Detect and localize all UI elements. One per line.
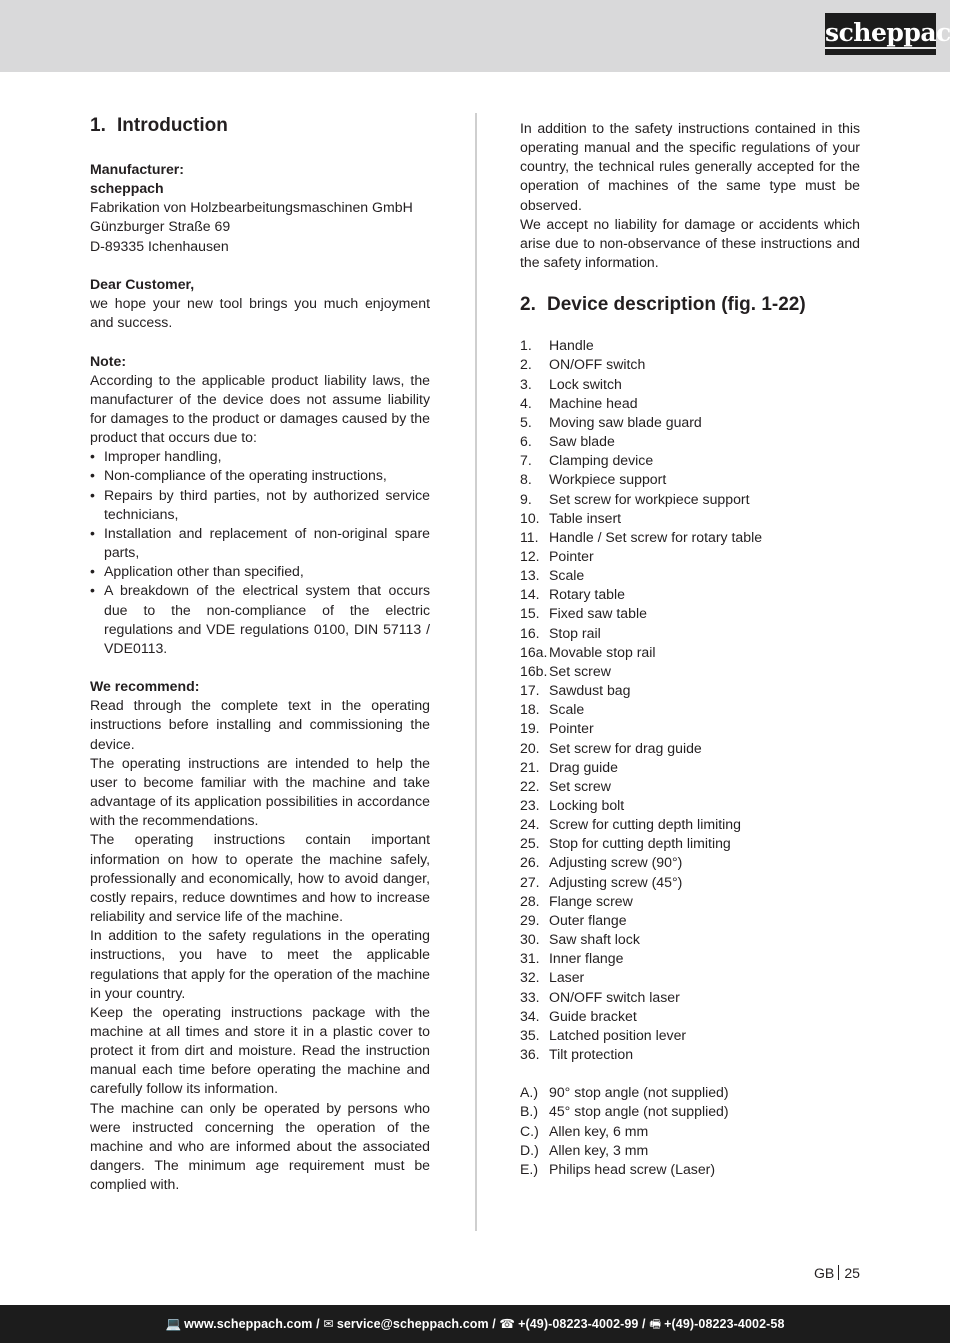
list-item (520, 375, 860, 394)
list-item (520, 815, 860, 834)
list-item (520, 949, 860, 968)
note-text: According to the applicable product liability laws, the manufacturer of the device does not assume liability for damages to the product or damages caused by the product that occurs due to: (90, 371, 430, 446)
footer-contact-bar: 💻 www.scheppach.com / ✉ service@scheppach.com / ☎ +(49)-08223-4002-99 / 🖷 +(49)-08223-4002-58 (0, 1305, 950, 1343)
item-label: ON/OFF switch laser (549, 988, 680, 1005)
item-label: Set screw for workpiece support (549, 490, 750, 507)
list-item (520, 834, 860, 853)
list-item (520, 930, 860, 949)
list-item: • Installation and replacement of non-original spare parts, (90, 524, 430, 561)
item-label: Lock switch (549, 375, 622, 392)
item-label: Guide bracket (549, 1007, 637, 1024)
item-number: 28. (520, 892, 540, 909)
list-item (520, 394, 860, 413)
item-label: Sawdust bag (549, 682, 631, 699)
footer-email[interactable]: service@scheppach.com (336, 1317, 489, 1331)
footer-phone: +(49)-08223-4002-99 (518, 1317, 639, 1331)
item-number: 12. (520, 547, 540, 564)
list-item: • A breakdown of the electrical system that occurs due to the non-compliance of the electric regulations and VDE regulations 0100, DIN 57113 / VDE0113. (90, 582, 430, 656)
item-number: 8. (520, 471, 532, 488)
list-item (520, 758, 860, 777)
right-column (520, 119, 860, 1179)
item-number: 23. (520, 797, 540, 813)
phone-icon: ☎ (499, 1317, 516, 1331)
item-label: ON/OFF switch (549, 356, 646, 373)
section-title: Introduction (117, 115, 228, 136)
item-number: 2. (520, 356, 532, 373)
list-item (520, 1083, 860, 1102)
list-item (520, 662, 860, 681)
list-item (520, 911, 860, 930)
item-label: Set screw for drag guide (549, 739, 702, 756)
item-label: Moving saw blade guard (549, 413, 702, 430)
list-item (520, 1007, 860, 1026)
list-item (520, 700, 860, 719)
list-item (520, 470, 860, 489)
list-item (520, 853, 860, 872)
list-item (520, 739, 860, 758)
list-item (520, 432, 860, 451)
list-item (520, 336, 860, 355)
parts-list (520, 336, 860, 1064)
item-number: 7. (520, 452, 532, 469)
list-item (520, 451, 860, 470)
list-item (520, 777, 860, 796)
item-number: 20. (520, 739, 540, 756)
item-number: 10. (520, 509, 540, 526)
list-item (520, 509, 860, 528)
recommend-label: We recommend: (90, 678, 200, 695)
item-number: 19. (520, 720, 540, 737)
item-label: Pointer (549, 547, 594, 564)
manufacturer-city: D-89335 Ichenhausen (90, 237, 229, 254)
mail-icon: ✉ (323, 1317, 334, 1331)
item-number: 27. (520, 873, 540, 890)
item-number: C.) (520, 1122, 539, 1139)
item-label: Laser (549, 969, 585, 986)
item-number: D.) (520, 1141, 539, 1158)
section-heading-introduction (90, 113, 430, 139)
item-label: 90° stop angle (not supplied) (549, 1084, 729, 1101)
recommend-paragraph: Read through the complete text in the operating instructions before installing and commissioning the device. (90, 697, 430, 752)
item-number: 29. (520, 911, 540, 928)
recommend-paragraph: Keep the operating instructions package with the machine at all times and store it in a plastic cover to protect it from dirt and moisture. Read the instruction manual each time before operating the machine and carefully follow its information. (90, 1003, 430, 1097)
dear-customer-label: Dear Customer, (90, 275, 195, 292)
item-label: 45° stop angle (not supplied) (549, 1103, 729, 1120)
item-number: 18. (520, 701, 540, 718)
item-number: 31. (520, 950, 540, 967)
list-item: • Repairs by third parties, not by authorized service technicians, (90, 486, 430, 522)
item-label: Machine head (549, 394, 638, 411)
dear-customer-text: we hope your new tool brings you much enjoyment and success. (90, 295, 430, 331)
item-number: 1. (520, 337, 532, 354)
manufacturer-company: Fabrikation von Holzbearbeitungsmaschinen GmbH (90, 199, 413, 216)
list-item (520, 643, 860, 662)
list-item (520, 719, 860, 738)
list-item (520, 585, 860, 604)
item-label: Scale (549, 567, 585, 584)
accessory-list (520, 1083, 860, 1179)
recommend-paragraph: The operating instructions are intended to help the user to become familiar with the machine and take advantage of its application possibilities in accordance with the recommendations. (90, 754, 430, 829)
item-number: 3. (520, 375, 532, 392)
item-number: 16. (520, 624, 540, 641)
list-item (520, 528, 860, 547)
manufacturer-label: Manufacturer: (90, 161, 184, 177)
item-number: 21. (520, 758, 540, 775)
list-item (520, 1141, 860, 1160)
list-item (520, 566, 860, 585)
list-item (520, 968, 860, 987)
recommend-paragraph: The operating instructions contain important information on how to operate the machine safely, professionally and economically, how to avoid danger, costly repairs, reduce downtimes and how to increase reliability and service life of the machine. (90, 831, 430, 925)
section-number: 2. (520, 294, 536, 316)
item-label: Workpiece support (549, 471, 667, 488)
item-label: Tilt protection (549, 1046, 634, 1063)
item-number: 4. (520, 394, 532, 411)
logo-underline (825, 47, 936, 49)
column-divider (475, 113, 477, 1231)
item-label: Drag guide (549, 758, 618, 775)
list-item (520, 604, 860, 623)
list-item: • Improper handling, (90, 448, 222, 465)
list-item: • Non-compliance of the operating instructions, (90, 467, 387, 484)
item-label: Allen key, 6 mm (549, 1122, 649, 1139)
item-label: Handle (549, 337, 594, 354)
item-label: Philips head screw (Laser) (549, 1160, 716, 1177)
item-label: Set screw (549, 662, 611, 679)
item-label: Inner flange (549, 950, 624, 967)
item-label: Handle / Set screw for rotary table (549, 528, 763, 545)
item-label: Allen key, 3 mm (549, 1141, 649, 1158)
item-label: Rotary table (549, 586, 625, 603)
manufacturer-street: Günzburger Straße 69 (90, 218, 231, 235)
page-number (790, 1264, 860, 1283)
note-label: Note: (90, 352, 127, 369)
list-item (520, 1045, 860, 1064)
item-label: Outer flange (549, 911, 627, 928)
list-item: • Application other than specified, (90, 563, 304, 580)
item-label: Pointer (549, 720, 594, 737)
manufacturer-name: scheppach (90, 180, 164, 197)
list-item (520, 624, 860, 643)
item-number: 5. (520, 413, 532, 430)
language-code: GB (813, 1265, 835, 1281)
list-item (520, 1122, 860, 1141)
item-label: Adjusting screw (90°) (549, 854, 683, 871)
list-item (520, 681, 860, 700)
list-item (520, 490, 860, 509)
list-item (520, 355, 860, 374)
list-item (520, 413, 860, 432)
item-label: Set screw (549, 777, 611, 794)
list-item (520, 1026, 860, 1045)
item-number: E.) (520, 1160, 539, 1177)
item-number: A.) (520, 1084, 539, 1101)
list-item (520, 873, 860, 892)
item-label: Stop for cutting depth limiting (549, 835, 731, 852)
item-number: 14. (520, 586, 540, 603)
footer-website[interactable]: www.scheppach.com (184, 1317, 313, 1331)
item-label: Flange screw (549, 892, 633, 909)
intro-paragraph: We accept no liability for damage or accidents which arise due to non-observance of these instructions and the safety information. (520, 215, 860, 271)
item-number: 16a. (520, 643, 548, 660)
item-label: Screw for cutting depth limiting (549, 816, 741, 833)
recommend-paragraph: The machine can only be operated by persons who were instructed concerning the operation of the machine and who are informed about the associated dangers. The minimum age requirement must be complied with. (90, 1099, 430, 1193)
scheppach-logo: scheppach (825, 13, 936, 55)
item-number: 6. (520, 433, 532, 450)
item-label: Table insert (549, 509, 622, 526)
intro-paragraph: In addition to the safety instructions contained in this operating manual and the specific regulations of your country, the technical rules generally accepted for the operation of machines of the same type must be observed. (520, 120, 860, 213)
item-label: Fixed saw table (549, 605, 647, 622)
item-number: 13. (520, 567, 540, 584)
item-number: 24. (520, 816, 540, 833)
list-item (520, 547, 860, 566)
item-number: 11. (520, 528, 539, 545)
item-number: 9. (520, 490, 532, 507)
list-item (520, 1160, 860, 1179)
item-label: Latched position lever (549, 1026, 687, 1043)
item-label: Movable stop rail (549, 643, 656, 660)
item-number: 36. (520, 1046, 540, 1063)
item-number: 17. (520, 682, 540, 699)
item-label: Saw shaft lock (549, 931, 640, 948)
computer-icon: 💻 (165, 1317, 182, 1331)
left-column (90, 113, 430, 1194)
item-number: 16b. (520, 662, 548, 679)
section-title: Device description (fig. 1-22) (547, 294, 806, 316)
item-number: 32. (520, 969, 540, 986)
item-number: 34. (520, 1007, 540, 1024)
item-number: 15. (520, 605, 540, 622)
item-label: Saw blade (549, 433, 615, 450)
item-label: Stop rail (549, 624, 601, 641)
item-label: Scale (549, 701, 585, 718)
item-number: 30. (520, 931, 540, 948)
item-number: 22. (520, 777, 540, 794)
list-item (520, 796, 860, 815)
footer-fax: +(49)-08223-4002-58 (664, 1317, 785, 1331)
fax-icon: 🖷 (649, 1317, 662, 1331)
item-label: Adjusting screw (45°) (549, 873, 683, 890)
list-item (520, 1102, 860, 1121)
item-label: Locking bolt (549, 797, 625, 813)
item-number: 25. (520, 835, 540, 852)
section-heading-device-description (520, 292, 860, 318)
section-number: 1. (90, 115, 106, 136)
recommend-paragraph: In addition to the safety regulations in the operating instructions, you have to meet the applicable regulations that apply for the operation of the machine in your country. (90, 927, 430, 1001)
item-label: Clamping device (549, 452, 654, 469)
item-number: B.) (520, 1103, 539, 1120)
item-number: 26. (520, 854, 540, 871)
list-item (520, 892, 860, 911)
item-number: 35. (520, 1026, 540, 1043)
list-item (520, 988, 860, 1007)
header-band (0, 0, 950, 72)
page-number-value: 25 (844, 1265, 860, 1281)
item-number: 33. (520, 988, 540, 1005)
